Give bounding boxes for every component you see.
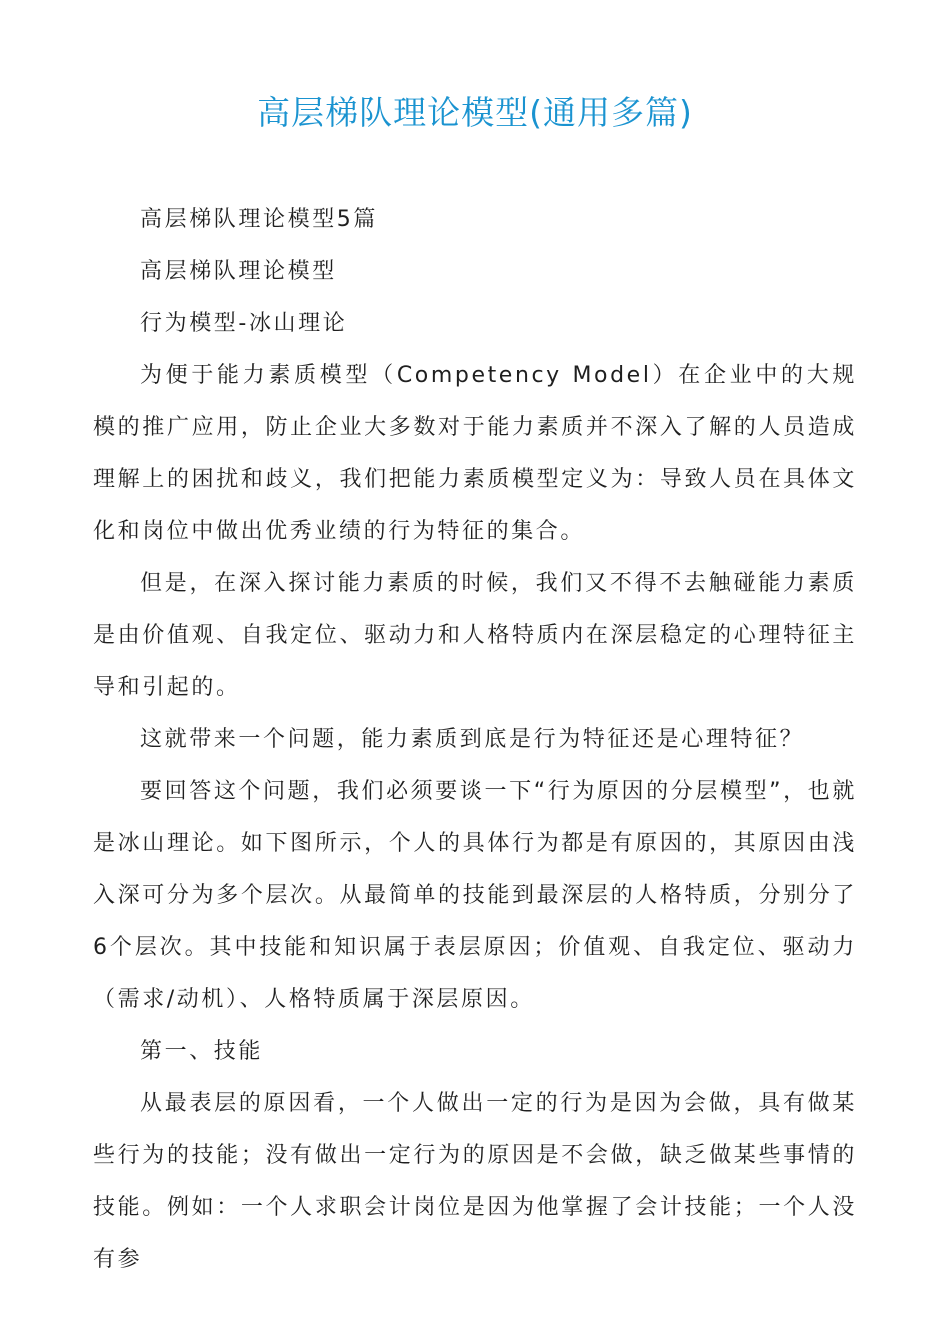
paragraph: 第一、技能 (140, 1039, 264, 1064)
paragraph: 高层梯队理论模型5篇 (140, 207, 378, 232)
document-body (93, 194, 857, 1286)
paragraph: 这就带来一个问题，能力素质到底是行为特征还是心理特征？ (140, 727, 805, 752)
paragraph: 行为模型-冰山理论 (140, 311, 348, 336)
paragraph: 为便于能力素质模型（Competency Model）在企业中的大规模的推广应用，防止企业大多数对于能力素质并不深入了解的人员造成理解上的困扰和歧义，我们把能力素质模型定义为：导致人员在具体文化和岗位中做出优秀业绩的行为特征的集合。 (93, 363, 857, 544)
paragraph: 但是，在深入探讨能力素质的时候，我们又不得不去触碰能力素质是由价值观、自我定位、驱动力和人格特质内在深层稳定的心理特征主导和引起的。 (93, 571, 857, 700)
paragraph: 要回答这个问题，我们必须要谈一下“行为原因的分层模型”，也就是冰山理论。如下图所示，个人的具体行为都是有原因的，其原因由浅入深可分为多个层次。从最简单的技能到最深层的人格特质，分别分了6个层次。其中技能和知识属于表层原因；价值观、自我定位、驱动力（需求/动机）、人格特质属于深层原因。 (93, 779, 857, 1012)
paragraph: 从最表层的原因看，一个人做出一定的行为是因为会做，具有做某些行为的技能；没有做出一定行为的原因是不会做，缺乏做某些事情的技能。例如：一个人求职会计岗位是因为他掌握了会计技能；一个人没有参 (93, 1091, 857, 1272)
document-title: 高层梯队理论模型(通用多篇) (257, 93, 693, 132)
paragraph: 高层梯队理论模型 (140, 259, 337, 284)
